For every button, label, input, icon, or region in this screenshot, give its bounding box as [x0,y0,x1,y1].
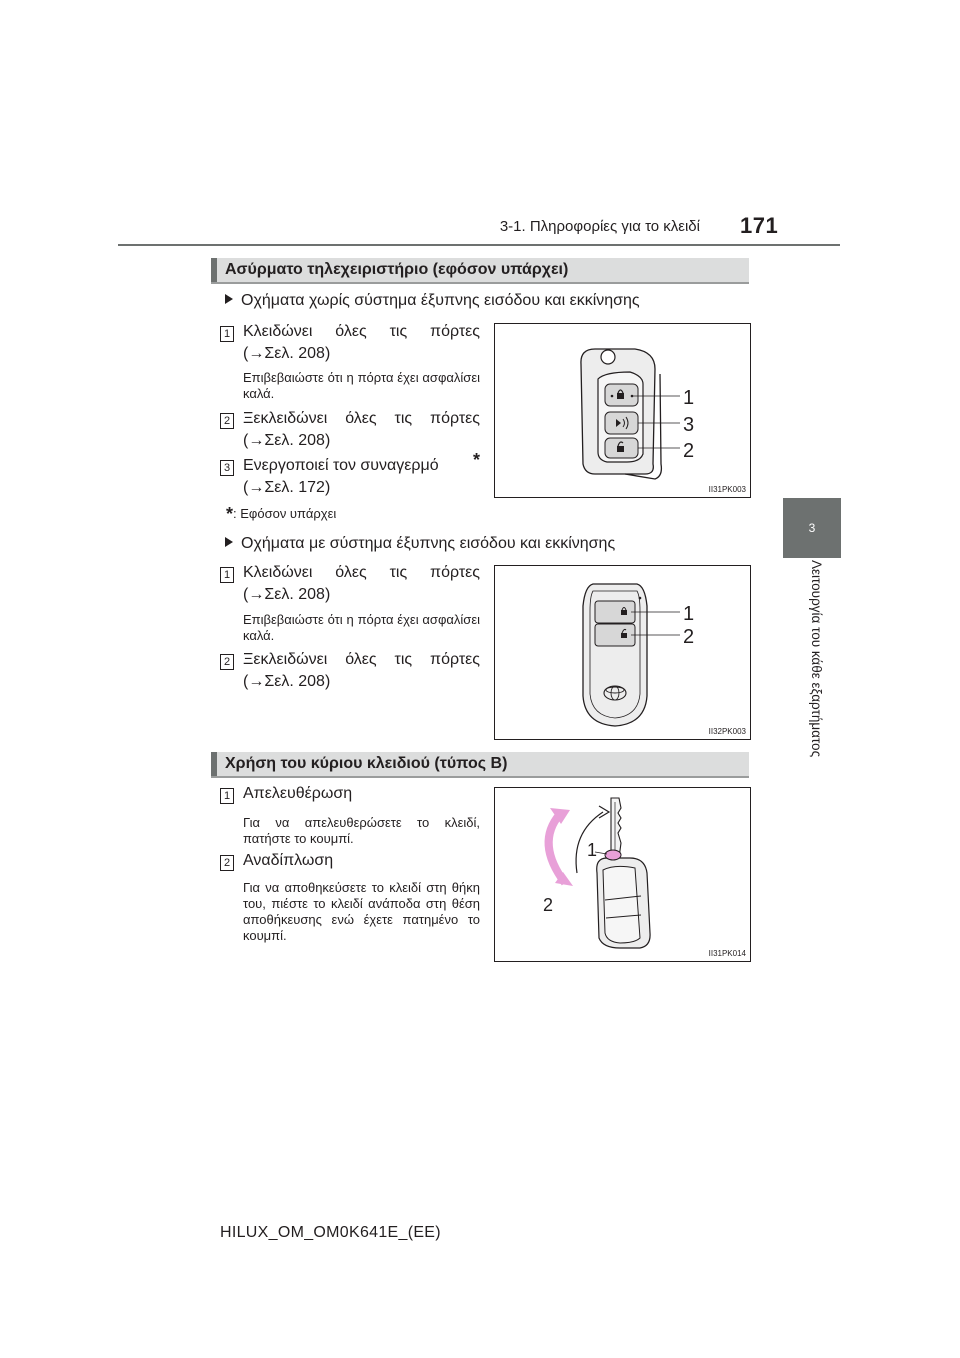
smart-key-illustration [495,566,750,739]
figure-code: II32PK003 [708,727,746,736]
figure-key-release-fold [494,787,751,962]
footnote-star: * [472,450,480,470]
figure-code: II31PK003 [708,485,746,494]
running-header-section: 3-1. Πληροφορίες για το κλειδί [499,218,700,235]
footnote-star: * [226,504,234,524]
callout-label: 2 [683,626,695,648]
callout-label: 1 [587,840,598,860]
figure-smart-key [494,565,751,740]
section-heading-text: Χρήση του κύριου κλειδιού (τύπος B) [225,755,508,772]
item-number-box: 3 [220,460,234,476]
item-text: Ξεκλειδώνει όλες τις πόρτες [243,410,480,427]
item-text: Αναδίπλωση [243,852,334,869]
footnote [226,504,336,525]
callout-label: 2 [543,895,554,915]
item-number-box: 2 [220,855,234,871]
section-heading-notch [211,752,217,776]
triangle-bullet-icon [225,537,233,547]
subheading-without-smart-entry [225,292,640,310]
item-text: Κλειδώνει όλες τις πόρτες [243,564,480,581]
callout-label: 1 [683,387,695,409]
item-note: Επιβεβαιώστε ότι η πόρτα έχει ασφαλίσει καλά. [243,612,480,643]
item-text: Ξεκλειδώνει όλες τις πόρτες [243,651,480,668]
item-text: Κλειδώνει όλες τις πόρτες [243,323,480,340]
section-heading-notch [211,258,217,282]
item-number-box: 2 [220,654,234,670]
item-text-row [243,450,480,477]
document-id-footer: HILUX_OM_OM0K641E_(EE) [220,1224,441,1241]
section-heading-text: Ασύρματο τηλεχειριστήριο (εφόσον υπάρχει) [225,261,569,278]
item-ref: (→Σελ. 208) [243,586,331,603]
figure-code: II31PK014 [708,949,746,958]
item-text: Ενεργοποιεί τον συναγερμό [243,457,439,474]
item-note: Για να αποθηκεύσετε το κλειδί στη θήκη του, πιέστε το κλειδί ανάποδα στη θέση αποθήκευσης ενώ έχετε πατημένο το κουμπί. [243,880,480,943]
figure-flip-key-remote [494,323,751,498]
item-note: Επιβεβαιώστε ότι η πόρτα έχει ασφαλίσει καλά. [243,370,480,401]
item-ref: (→Σελ. 208) [243,345,331,362]
item-number-box: 1 [220,567,234,583]
item-number-box: 1 [220,326,234,342]
triangle-bullet-icon [225,294,233,304]
item-ref: (→Σελ. 172) [243,479,331,496]
item-note: Για να απελευθερώσετε το κλειδί, πατήστε το κουμπί. [243,815,480,846]
footnote-text: : Εφόσον υπάρχει [233,506,337,521]
item-number-box: 2 [220,413,234,429]
section-heading-wireless-remote [211,258,749,284]
callout-label: 3 [683,414,695,436]
subheading-text: Οχήματα με σύστημα έξυπνης εισόδου και εκκίνησης [241,535,616,552]
item-ref: (→Σελ. 208) [243,673,331,690]
subheading-text: Οχήματα χωρίς σύστημα έξυπνης εισόδου και εκκίνησης [241,292,640,309]
callout-label: 2 [683,440,695,462]
page-number: 171 [740,213,779,238]
chapter-vertical-label: Λειτουργία του κάθε εξαρτήματος [809,560,824,758]
flip-key-illustration [495,324,750,497]
header-rule [118,244,840,246]
section-heading-master-key [211,752,749,778]
item-text: Απελευθέρωση [243,785,353,802]
key-fold-illustration [495,788,750,961]
callout-label: 1 [683,603,695,625]
subheading-with-smart-entry [225,535,615,553]
item-ref: (→Σελ. 208) [243,432,331,449]
item-number-box: 1 [220,788,234,804]
chapter-tab: 3 [783,498,841,558]
